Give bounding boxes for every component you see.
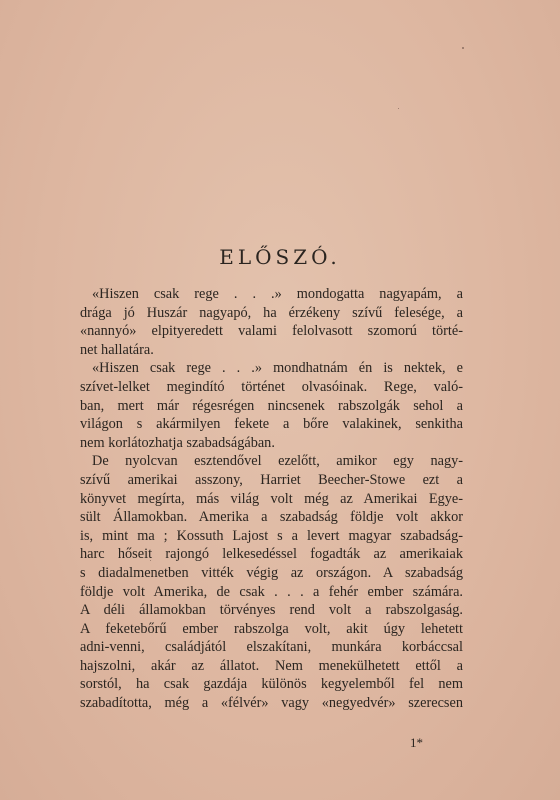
text-line: adni-venni, családjától elszakítani, munkára korbáccsal	[80, 639, 463, 656]
text-line: sült Államokban. Amerika a szabadság földje volt akkor	[80, 509, 463, 526]
text-line: sorstól, ha csak gazdája különös kegyelemből fel nem	[80, 676, 463, 693]
text-line: ban, mert már régesrégen nincsenek rabszolgák sehol a	[80, 397, 463, 414]
text-line: szívet-lelket megindító történet olvasóinak. Rege, való-	[80, 378, 463, 395]
text-line: földje volt Amerika, de csak . . . a fehér ember számára.	[80, 583, 463, 600]
text-line: könyvet megírta, más világ volt még az Amerikai Egye-	[80, 490, 463, 507]
page-number: 1*	[410, 735, 423, 750]
text-line: drága jó Huszár nagyapó, ha érzékeny szívű felesége, a	[80, 304, 463, 321]
text-line: «nannyó» elpityeredett valami felolvasott szomorú törté-	[80, 323, 463, 340]
text-line: De nyolcvan esztendővel ezelőtt, amikor egy nagy-	[92, 453, 463, 470]
text-line: s diadalmenetben vitték végig az országon. A szabadság	[80, 564, 463, 581]
preface-text	[80, 285, 463, 713]
text-line: szívű amerikai asszony, Harriet Beecher-Stowe ezt a	[80, 471, 463, 488]
text-line: hajszolni, akár az állatot. Nem menekülhetett ettől a	[80, 657, 463, 674]
text-line: «Hiszen csak rege . . .» mondogatta nagyapám, a	[92, 286, 463, 302]
paper-speck	[462, 47, 464, 49]
text-line: világon s akármilyen fekete a bőre valakinek, senkitha	[80, 416, 463, 433]
text-line: net hallatára.	[80, 341, 154, 358]
text-line: A feketebőrű ember rabszolga volt, akit úgy lehetett	[80, 620, 463, 637]
chapter-title: ELŐSZÓ.	[219, 245, 341, 270]
text-line: A déli államokban törvényes rend volt a rabszolgaság.	[80, 602, 463, 619]
text-line: nem korlátozhatja szabadságában.	[80, 434, 275, 451]
text-line: is, mint ma ; Kossuth Lajost s a levert magyar szabadság-	[80, 527, 463, 544]
text-line: «Hiszen csak rege . . .» mondhatnám én is nektek, e	[92, 360, 463, 377]
paper-speck	[398, 108, 399, 109]
text-line: harc hőseit rajongó lelkesedéssel fogadták az amerikaiak	[80, 546, 463, 563]
text-line: szabadította, még a «félvér» vagy «negyedvér» szerecsen	[80, 695, 463, 712]
